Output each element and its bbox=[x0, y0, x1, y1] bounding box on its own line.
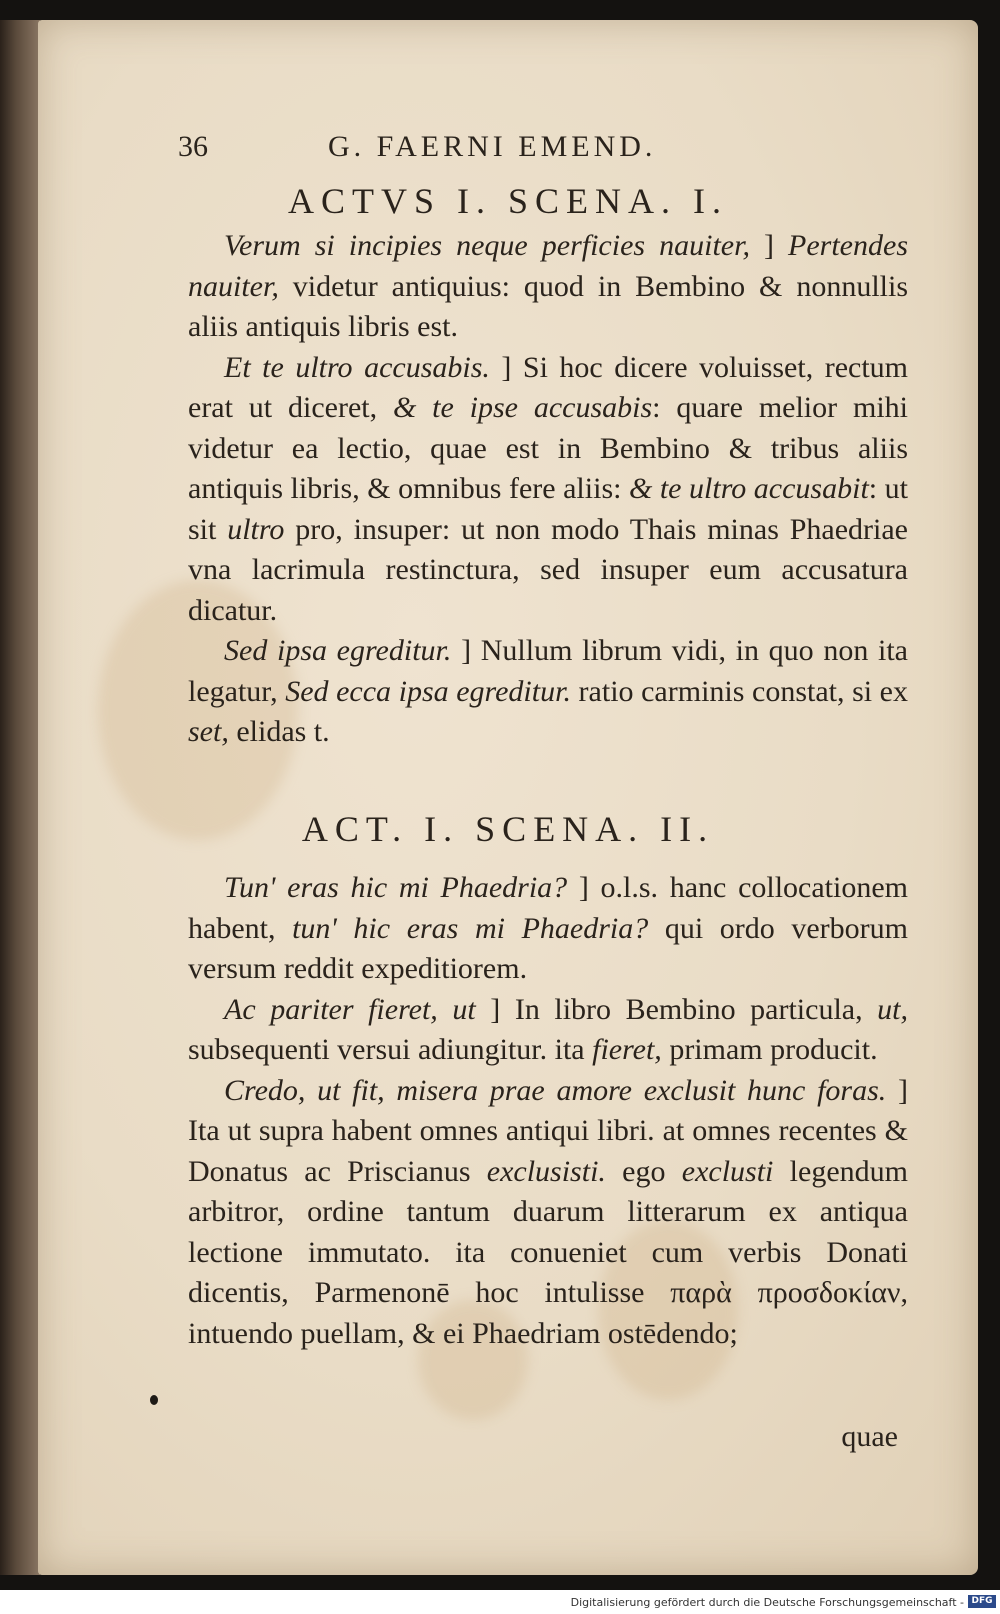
lemma-bracket: ] bbox=[489, 350, 512, 384]
scene-2-heading: ACT. I. SCENA. II. bbox=[301, 809, 715, 849]
italic-citation: tun' hic eras mi Phaedria? bbox=[292, 911, 649, 945]
commentary-text: : quare melior mihi videtur ea lectio, quae est in Bembino & tribus aliis antiquis libris, & omnibus fere aliis: bbox=[188, 391, 908, 505]
italic-citation: ultro bbox=[227, 512, 285, 546]
italic-citation: exclusisti. bbox=[486, 1154, 606, 1188]
lemma-bracket: ] bbox=[451, 634, 472, 667]
running-title: G. FAERNI EMEND. bbox=[328, 130, 657, 163]
commentary-paragraph bbox=[188, 990, 908, 1071]
scene-2-commentary bbox=[188, 868, 908, 1354]
scene-1-commentary bbox=[188, 226, 908, 753]
commentary-text: παρὰ προσδοκίαν, bbox=[670, 1276, 908, 1309]
lemma-bracket: ] bbox=[475, 992, 501, 1026]
scene-1-heading: ACTVS I. SCENA. I. bbox=[287, 181, 728, 221]
lemma: Credo, ut fit, misera prae amore exclusit hunc foras. bbox=[224, 1073, 887, 1107]
lemma-bracket: ] bbox=[567, 871, 589, 904]
dfg-logo-icon: DFG bbox=[968, 1595, 996, 1608]
commentary-text: Ita ut supra habent omnes antiqui libri. at omnes recentes & Donatus ac Priscianus bbox=[188, 1114, 908, 1188]
commentary-paragraph bbox=[188, 348, 908, 632]
lemma: Verum si incipies neque perficies nauiter, bbox=[224, 229, 750, 262]
commentary-paragraph bbox=[188, 631, 908, 753]
commentary-text: Nullum librum vidi, in quo non ita legatur, bbox=[188, 634, 908, 708]
italic-citation: Sed ecca ipsa egreditur. bbox=[285, 674, 571, 708]
commentary-text: pro, insuper: ut non modo Thais minas Phaedriae vna lacrimula restinctura, sed insuper eum accusatura dicatur. bbox=[188, 512, 908, 627]
running-head bbox=[178, 130, 898, 170]
commentary-paragraph bbox=[188, 868, 908, 990]
catchword: quae bbox=[841, 1420, 898, 1453]
italic-citation: & te ipse accusabis bbox=[392, 391, 653, 424]
italic-citation: & te ultro accusabit bbox=[628, 472, 869, 505]
book-page bbox=[38, 20, 978, 1575]
commentary-text: videtur antiquius: quod in Bembino & nonnullis aliis antiquis libris est. bbox=[188, 269, 908, 343]
commentary-text: In libro Bembino particula, bbox=[500, 992, 878, 1026]
lemma-bracket: ] bbox=[886, 1073, 908, 1107]
commentary-text: ego bbox=[605, 1154, 682, 1188]
commentary-text: o.l.s. hanc collocationem habent, bbox=[188, 871, 908, 945]
italic-citation: exclusti bbox=[681, 1154, 774, 1188]
folio-number: 36 bbox=[178, 130, 208, 163]
book-spine-edge bbox=[0, 20, 40, 1575]
lemma: Et te ultro accusabis. bbox=[224, 350, 490, 384]
lemma: Sed ipsa egreditur. bbox=[224, 634, 452, 667]
commentary-paragraph bbox=[188, 226, 908, 348]
commentary-text: subsequenti versui adiungitur. ita bbox=[188, 1033, 593, 1066]
italic-citation: fieret, bbox=[592, 1033, 662, 1066]
commentary-text: Si hoc dicere voluisset, rectum erat ut diceret, bbox=[188, 350, 908, 424]
commentary-text: : ut sit bbox=[188, 472, 908, 546]
lemma-bracket: ] bbox=[749, 229, 774, 262]
commentary-text: primam producit. bbox=[661, 1033, 878, 1066]
lemma: Ac pariter fieret, ut bbox=[224, 992, 476, 1026]
commentary-text: ratio carminis constat, si ex bbox=[570, 674, 908, 708]
commentary-text: elidas t. bbox=[228, 715, 330, 748]
italic-citation: set, bbox=[188, 715, 229, 748]
digitization-footer bbox=[0, 1590, 1000, 1614]
commentary-text: legendum arbitror, ordine tantum duarum litterarum ex antiqua lectione immutato. ita conueniet cum verbis Donati dicentis, Parmenonē hoc intulisse bbox=[188, 1154, 908, 1309]
commentary-text: intuendo puellam, & ei Phaedriam ostēdendo; bbox=[188, 1316, 738, 1350]
italic-citation: Pertendes nauiter, bbox=[188, 229, 908, 303]
commentary-paragraph bbox=[188, 1071, 908, 1355]
footer-credit: Digitalisierung gefördert durch die Deutsche Forschungsgemeinschaft - bbox=[570, 1596, 964, 1609]
ink-speck bbox=[150, 1395, 158, 1405]
commentary-text bbox=[774, 229, 788, 262]
lemma: Tun' eras hic mi Phaedria? bbox=[224, 871, 568, 904]
commentary-text: qui ordo verborum versum reddit expeditiorem. bbox=[188, 911, 908, 985]
italic-citation: ut, bbox=[877, 992, 909, 1026]
